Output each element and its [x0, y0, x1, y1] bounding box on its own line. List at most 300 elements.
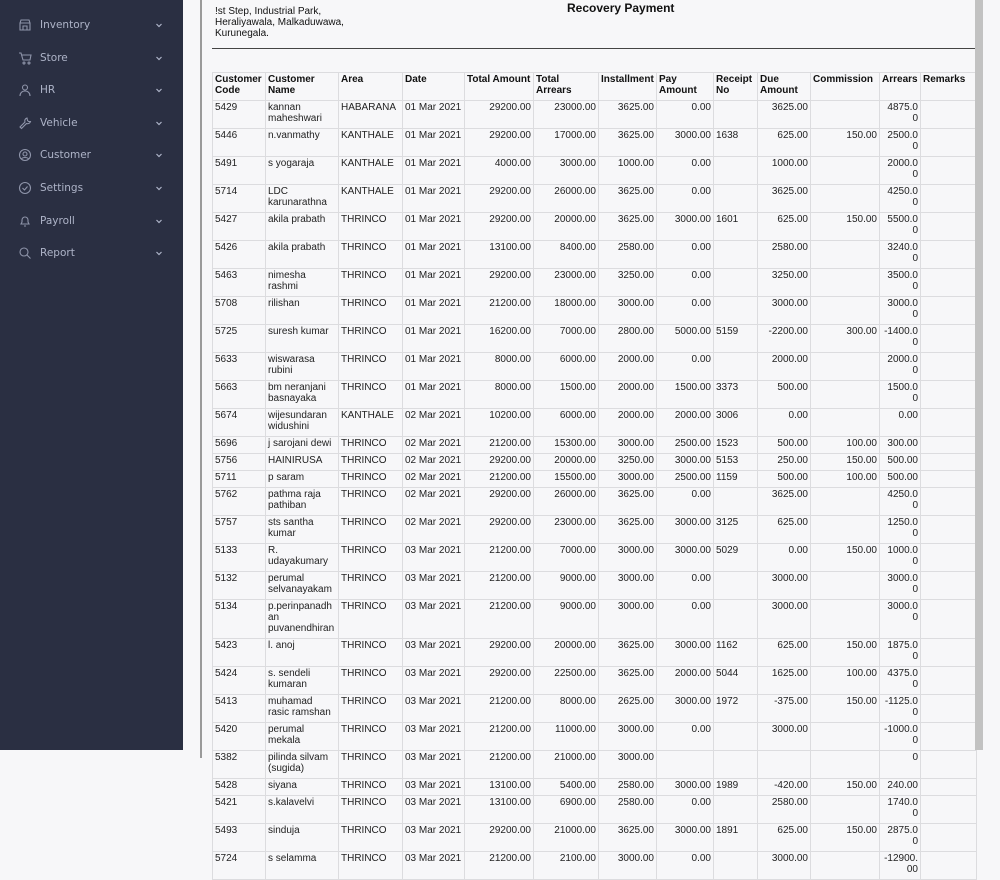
- cell-receipt-no: 1523: [714, 437, 758, 454]
- cell-total-amount: 8000.00: [465, 381, 534, 409]
- cell-installment: 3000.00: [599, 437, 657, 454]
- cell-remarks: [921, 353, 977, 381]
- table-row: [213, 695, 977, 723]
- cell-total-arrears: 11000.00: [534, 723, 599, 751]
- cell-commission: 100.00: [811, 471, 880, 488]
- cell-due-amount: 3625.00: [758, 185, 811, 213]
- cell-area: THRINCO: [339, 824, 403, 852]
- cell-remarks: [921, 101, 977, 129]
- sidebar-item-label: Payroll: [40, 214, 75, 227]
- cell-customer-name: sts santha kumar: [266, 516, 339, 544]
- cell-commission: [811, 516, 880, 544]
- cell-commission: [811, 297, 880, 325]
- cell-customer-code: 5762: [213, 488, 266, 516]
- cell-pay-amount: 0.00: [657, 185, 714, 213]
- cell-total-amount: 29200.00: [465, 667, 534, 695]
- cell-total-amount: 16200.00: [465, 325, 534, 353]
- table-row: [213, 824, 977, 852]
- cell-arrears: -1400.00: [880, 325, 921, 353]
- table-row: [213, 437, 977, 454]
- store-icon: [18, 18, 32, 32]
- wrench-icon: [18, 116, 32, 130]
- cell-installment: 2000.00: [599, 381, 657, 409]
- cell-due-amount: 625.00: [758, 516, 811, 544]
- cell-pay-amount: 3000.00: [657, 779, 714, 796]
- cell-total-amount: 21200.00: [465, 544, 534, 572]
- cell-total-amount: 21200.00: [465, 852, 534, 880]
- cell-due-amount: [758, 751, 811, 779]
- column-header: Total Arrears: [534, 73, 599, 101]
- cell-customer-name: wiswarasa rubini: [266, 353, 339, 381]
- cell-area: THRINCO: [339, 325, 403, 353]
- cell-arrears: 3000.00: [880, 297, 921, 325]
- cell-due-amount: 3250.00: [758, 269, 811, 297]
- cell-area: THRINCO: [339, 488, 403, 516]
- cell-customer-code: 5757: [213, 516, 266, 544]
- cell-commission: 150.00: [811, 639, 880, 667]
- cell-installment: 3000.00: [599, 852, 657, 880]
- cell-due-amount: -420.00: [758, 779, 811, 796]
- cell-total-arrears: 20000.00: [534, 454, 599, 471]
- cell-date: 02 Mar 2021: [403, 437, 465, 454]
- cell-customer-code: 5756: [213, 454, 266, 471]
- chevron-down-icon: [155, 86, 163, 94]
- cell-date: 03 Mar 2021: [403, 667, 465, 695]
- chevron-down-icon: [155, 249, 163, 257]
- search-icon: [18, 246, 32, 260]
- cell-receipt-no: 5153: [714, 454, 758, 471]
- cell-arrears: 2000.00: [880, 157, 921, 185]
- sidebar-item-inventory[interactable]: [0, 10, 183, 40]
- cell-installment: 2625.00: [599, 695, 657, 723]
- cell-total-amount: 4000.00: [465, 157, 534, 185]
- cell-receipt-no: 3373: [714, 381, 758, 409]
- cell-date: 03 Mar 2021: [403, 751, 465, 779]
- cell-pay-amount: 0.00: [657, 723, 714, 751]
- cell-customer-name: akila prabath: [266, 213, 339, 241]
- cell-total-amount: 29200.00: [465, 185, 534, 213]
- company-address: [215, 6, 344, 39]
- cell-date: 02 Mar 2021: [403, 488, 465, 516]
- cell-date: 03 Mar 2021: [403, 824, 465, 852]
- cell-total-arrears: 7000.00: [534, 544, 599, 572]
- cell-total-arrears: 1500.00: [534, 381, 599, 409]
- cell-customer-code: 5133: [213, 544, 266, 572]
- cell-date: 01 Mar 2021: [403, 101, 465, 129]
- cell-date: 01 Mar 2021: [403, 353, 465, 381]
- cell-total-arrears: 23000.00: [534, 516, 599, 544]
- cell-pay-amount: 3000.00: [657, 213, 714, 241]
- cell-area: KANTHALE: [339, 409, 403, 437]
- column-header: Date: [403, 73, 465, 101]
- cell-pay-amount: 0.00: [657, 101, 714, 129]
- cell-receipt-no: 1891: [714, 824, 758, 852]
- cell-commission: 300.00: [811, 325, 880, 353]
- cell-commission: 100.00: [811, 437, 880, 454]
- cell-due-amount: -375.00: [758, 695, 811, 723]
- cell-date: 03 Mar 2021: [403, 852, 465, 880]
- column-header: Receipt No: [714, 73, 758, 101]
- cell-area: THRINCO: [339, 454, 403, 471]
- cell-area: THRINCO: [339, 796, 403, 824]
- cell-due-amount: 3000.00: [758, 297, 811, 325]
- cell-remarks: [921, 185, 977, 213]
- cell-receipt-no: [714, 185, 758, 213]
- address-line: !st Step, Industrial Park,: [215, 6, 322, 17]
- column-header: Customer Name: [266, 73, 339, 101]
- cell-area: THRINCO: [339, 572, 403, 600]
- cell-customer-name: sinduja: [266, 824, 339, 852]
- cell-total-amount: 10200.00: [465, 409, 534, 437]
- cell-receipt-no: 1162: [714, 639, 758, 667]
- cell-arrears: -12900.00: [880, 852, 921, 880]
- cell-date: 03 Mar 2021: [403, 572, 465, 600]
- cell-date: 03 Mar 2021: [403, 600, 465, 639]
- cell-customer-code: 5633: [213, 353, 266, 381]
- cell-customer-code: 5413: [213, 695, 266, 723]
- cell-area: THRINCO: [339, 600, 403, 639]
- cell-customer-name: p saram: [266, 471, 339, 488]
- cell-area: HABARANA: [339, 101, 403, 129]
- cell-remarks: [921, 667, 977, 695]
- cell-commission: 150.00: [811, 824, 880, 852]
- cell-total-arrears: 2100.00: [534, 852, 599, 880]
- cell-commission: [811, 381, 880, 409]
- cell-total-amount: 21200.00: [465, 471, 534, 488]
- cell-total-arrears: 26000.00: [534, 185, 599, 213]
- cell-date: 03 Mar 2021: [403, 695, 465, 723]
- sidebar-item-label: Inventory: [40, 19, 91, 31]
- cell-total-arrears: 21000.00: [534, 824, 599, 852]
- cell-customer-name: s selamma: [266, 852, 339, 880]
- cell-date: 03 Mar 2021: [403, 544, 465, 572]
- cell-remarks: [921, 488, 977, 516]
- cell-customer-name: kannan maheshwari: [266, 101, 339, 129]
- cell-pay-amount: 0.00: [657, 852, 714, 880]
- cell-date: 01 Mar 2021: [403, 129, 465, 157]
- cell-customer-code: 5428: [213, 779, 266, 796]
- cell-installment: 3000.00: [599, 572, 657, 600]
- cell-customer-code: 5134: [213, 600, 266, 639]
- cell-total-amount: 21200.00: [465, 437, 534, 454]
- sidebar-item-settings[interactable]: [0, 173, 183, 203]
- cell-pay-amount: 2000.00: [657, 409, 714, 437]
- cell-commission: [811, 488, 880, 516]
- cell-total-amount: 21200.00: [465, 600, 534, 639]
- cell-area: THRINCO: [339, 381, 403, 409]
- cell-due-amount: 2580.00: [758, 241, 811, 269]
- report-title: Recovery Payment: [567, 1, 675, 15]
- cell-arrears: 1500.00: [880, 381, 921, 409]
- cell-total-arrears: 15300.00: [534, 437, 599, 454]
- cell-total-arrears: 21000.00: [534, 751, 599, 779]
- cell-customer-code: 5725: [213, 325, 266, 353]
- cell-receipt-no: 3006: [714, 409, 758, 437]
- table-row: [213, 572, 977, 600]
- cell-total-arrears: 9000.00: [534, 572, 599, 600]
- cell-commission: 150.00: [811, 213, 880, 241]
- cell-installment: 1000.00: [599, 157, 657, 185]
- cell-installment: 2580.00: [599, 796, 657, 824]
- cell-installment: 3625.00: [599, 213, 657, 241]
- cell-commission: [811, 723, 880, 751]
- cell-arrears: 3000.00: [880, 600, 921, 639]
- cell-customer-code: 5663: [213, 381, 266, 409]
- cell-remarks: [921, 213, 977, 241]
- chevron-down-icon: [155, 184, 163, 192]
- cell-pay-amount: 0.00: [657, 269, 714, 297]
- cell-receipt-no: 5029: [714, 544, 758, 572]
- table-row: [213, 297, 977, 325]
- cell-remarks: [921, 639, 977, 667]
- cell-total-arrears: 7000.00: [534, 325, 599, 353]
- sidebar-item-store[interactable]: [0, 43, 183, 73]
- table-row: [213, 667, 977, 695]
- cell-arrears: -1000.00: [880, 723, 921, 751]
- cell-remarks: [921, 572, 977, 600]
- cell-receipt-no: [714, 101, 758, 129]
- cell-remarks: [921, 824, 977, 852]
- cell-date: 03 Mar 2021: [403, 796, 465, 824]
- column-header: Due Amount: [758, 73, 811, 101]
- cell-pay-amount: 0.00: [657, 572, 714, 600]
- cell-date: 01 Mar 2021: [403, 381, 465, 409]
- cell-due-amount: 3000.00: [758, 852, 811, 880]
- column-header: Installment: [599, 73, 657, 101]
- cell-total-arrears: 26000.00: [534, 488, 599, 516]
- cell-date: 01 Mar 2021: [403, 241, 465, 269]
- chevron-down-icon: [155, 119, 163, 127]
- table-row: [213, 409, 977, 437]
- cell-customer-name: R. udayakumary: [266, 544, 339, 572]
- cell-pay-amount: 0.00: [657, 600, 714, 639]
- cell-total-arrears: 17000.00: [534, 129, 599, 157]
- cell-remarks: [921, 269, 977, 297]
- cell-customer-code: 5423: [213, 639, 266, 667]
- cell-commission: [811, 185, 880, 213]
- cell-pay-amount: 2000.00: [657, 667, 714, 695]
- sidebar-item-label: Report: [40, 247, 75, 260]
- sidebar-item-report[interactable]: [0, 238, 183, 268]
- cell-total-amount: 29200.00: [465, 454, 534, 471]
- cell-remarks: [921, 751, 977, 779]
- cell-arrears: 1740.00: [880, 796, 921, 824]
- cell-customer-name: nimesha rashmi: [266, 269, 339, 297]
- cell-commission: 150.00: [811, 129, 880, 157]
- cell-total-arrears: 23000.00: [534, 101, 599, 129]
- cell-pay-amount: 3000.00: [657, 454, 714, 471]
- cell-date: 01 Mar 2021: [403, 269, 465, 297]
- cell-commission: [811, 572, 880, 600]
- cell-receipt-no: [714, 157, 758, 185]
- cell-pay-amount: 5000.00: [657, 325, 714, 353]
- cell-pay-amount: 0.00: [657, 157, 714, 185]
- cell-installment: 2580.00: [599, 779, 657, 796]
- cell-installment: 3250.00: [599, 269, 657, 297]
- cell-customer-code: 5696: [213, 437, 266, 454]
- cell-total-amount: 21200.00: [465, 572, 534, 600]
- cell-total-amount: 29200.00: [465, 129, 534, 157]
- cell-receipt-no: [714, 796, 758, 824]
- cell-customer-name: suresh kumar: [266, 325, 339, 353]
- cell-total-arrears: 23000.00: [534, 269, 599, 297]
- table-row: [213, 779, 977, 796]
- cell-commission: 150.00: [811, 454, 880, 471]
- cell-total-arrears: 6000.00: [534, 409, 599, 437]
- cell-due-amount: 3000.00: [758, 600, 811, 639]
- cell-total-amount: 21200.00: [465, 695, 534, 723]
- user-circle-icon: [18, 148, 32, 162]
- table-row: [213, 600, 977, 639]
- cell-date: 01 Mar 2021: [403, 325, 465, 353]
- cell-receipt-no: [714, 353, 758, 381]
- table-row: [213, 796, 977, 824]
- cell-arrears: 0.00: [880, 409, 921, 437]
- table-row: [213, 157, 977, 185]
- cell-area: THRINCO: [339, 544, 403, 572]
- cell-arrears: 4250.00: [880, 185, 921, 213]
- sidebar-item-label: Store: [40, 51, 68, 64]
- cell-customer-code: 5424: [213, 667, 266, 695]
- cell-commission: [811, 600, 880, 639]
- cell-pay-amount: 0.00: [657, 353, 714, 381]
- cell-total-amount: 29200.00: [465, 101, 534, 129]
- cell-customer-code: 5463: [213, 269, 266, 297]
- cell-commission: 150.00: [811, 544, 880, 572]
- cell-commission: [811, 269, 880, 297]
- cell-receipt-no: [714, 600, 758, 639]
- cell-due-amount: 0.00: [758, 544, 811, 572]
- sidebar-item-hr[interactable]: [0, 75, 183, 105]
- cell-total-arrears: 8000.00: [534, 695, 599, 723]
- cell-customer-code: 5420: [213, 723, 266, 751]
- sidebar-item-label: Customer: [40, 149, 92, 162]
- cell-pay-amount: 3000.00: [657, 544, 714, 572]
- cell-customer-code: 5426: [213, 241, 266, 269]
- cell-pay-amount: 2500.00: [657, 471, 714, 488]
- sidebar-item-payroll[interactable]: [0, 206, 183, 236]
- cell-commission: [811, 101, 880, 129]
- cell-installment: 3000.00: [599, 600, 657, 639]
- recovery-payment-table: [212, 72, 977, 880]
- cell-commission: [811, 796, 880, 824]
- cart-icon: [18, 51, 32, 65]
- cell-arrears: 2500.00: [880, 129, 921, 157]
- cell-due-amount: 2580.00: [758, 796, 811, 824]
- column-header: Commission: [811, 73, 880, 101]
- cell-pay-amount: 0.00: [657, 241, 714, 269]
- cell-receipt-no: 5159: [714, 325, 758, 353]
- cell-due-amount: 1000.00: [758, 157, 811, 185]
- cell-remarks: [921, 852, 977, 880]
- cell-installment: 2000.00: [599, 353, 657, 381]
- cell-remarks: [921, 381, 977, 409]
- table-row: [213, 639, 977, 667]
- cell-customer-code: 5708: [213, 297, 266, 325]
- cell-pay-amount: 3000.00: [657, 639, 714, 667]
- table-row: [213, 516, 977, 544]
- cell-arrears: 2875.00: [880, 824, 921, 852]
- chevron-down-icon: [155, 21, 163, 29]
- cell-receipt-no: [714, 723, 758, 751]
- cell-installment: 3625.00: [599, 129, 657, 157]
- badge-check-icon: [18, 181, 32, 195]
- cell-customer-code: 5714: [213, 185, 266, 213]
- cell-receipt-no: 1989: [714, 779, 758, 796]
- cell-commission: 150.00: [811, 695, 880, 723]
- cell-remarks: [921, 157, 977, 185]
- cell-customer-name: rilishan: [266, 297, 339, 325]
- cell-due-amount: 3000.00: [758, 572, 811, 600]
- cell-due-amount: 3000.00: [758, 723, 811, 751]
- cell-arrears: 1875.00: [880, 639, 921, 667]
- chevron-down-icon: [155, 54, 163, 62]
- cell-installment: 3000.00: [599, 297, 657, 325]
- cell-commission: [811, 157, 880, 185]
- cell-total-arrears: 15500.00: [534, 471, 599, 488]
- table-row: [213, 325, 977, 353]
- cell-customer-name: HAINIRUSA: [266, 454, 339, 471]
- cell-total-amount: 29200.00: [465, 213, 534, 241]
- cell-receipt-no: [714, 297, 758, 325]
- table-row: [213, 101, 977, 129]
- table-row: [213, 269, 977, 297]
- cell-due-amount: 625.00: [758, 213, 811, 241]
- cell-customer-name: perumal mekala: [266, 723, 339, 751]
- cell-remarks: [921, 723, 977, 751]
- column-header: Arrears: [880, 73, 921, 101]
- cell-receipt-no: 3125: [714, 516, 758, 544]
- cell-customer-name: wijesundaran widushini: [266, 409, 339, 437]
- column-header: Customer Code: [213, 73, 266, 101]
- cell-arrears: 3240.00: [880, 241, 921, 269]
- scrollbar[interactable]: [975, 0, 983, 750]
- cell-pay-amount: 3000.00: [657, 824, 714, 852]
- cell-installment: 2800.00: [599, 325, 657, 353]
- cell-customer-name: bm neranjani basnayaka: [266, 381, 339, 409]
- cell-remarks: [921, 600, 977, 639]
- report-page: [200, 0, 976, 875]
- table-row: [213, 723, 977, 751]
- cell-remarks: [921, 695, 977, 723]
- cell-arrears: -1125.00: [880, 695, 921, 723]
- cell-due-amount: 3625.00: [758, 101, 811, 129]
- cell-installment: 2580.00: [599, 241, 657, 269]
- cell-receipt-no: [714, 488, 758, 516]
- cell-commission: [811, 751, 880, 779]
- cell-date: 01 Mar 2021: [403, 157, 465, 185]
- cell-due-amount: 500.00: [758, 381, 811, 409]
- cell-due-amount: 625.00: [758, 824, 811, 852]
- cell-arrears: 3500.00: [880, 269, 921, 297]
- cell-receipt-no: 1601: [714, 213, 758, 241]
- cell-receipt-no: 1638: [714, 129, 758, 157]
- sidebar-item-customer[interactable]: [0, 140, 183, 170]
- cell-customer-name: s. sendeli kumaran: [266, 667, 339, 695]
- cell-customer-name: akila prabath: [266, 241, 339, 269]
- table-row: [213, 129, 977, 157]
- cell-date: 02 Mar 2021: [403, 516, 465, 544]
- cell-remarks: [921, 325, 977, 353]
- cell-arrears: 0: [880, 751, 921, 779]
- sidebar-item-vehicle[interactable]: [0, 108, 183, 138]
- cell-installment: 3000.00: [599, 723, 657, 751]
- column-header: Total Amount: [465, 73, 534, 101]
- sidebar-item-label: Settings: [40, 182, 84, 194]
- header-divider: [212, 48, 975, 49]
- cell-area: THRINCO: [339, 751, 403, 779]
- cell-area: THRINCO: [339, 639, 403, 667]
